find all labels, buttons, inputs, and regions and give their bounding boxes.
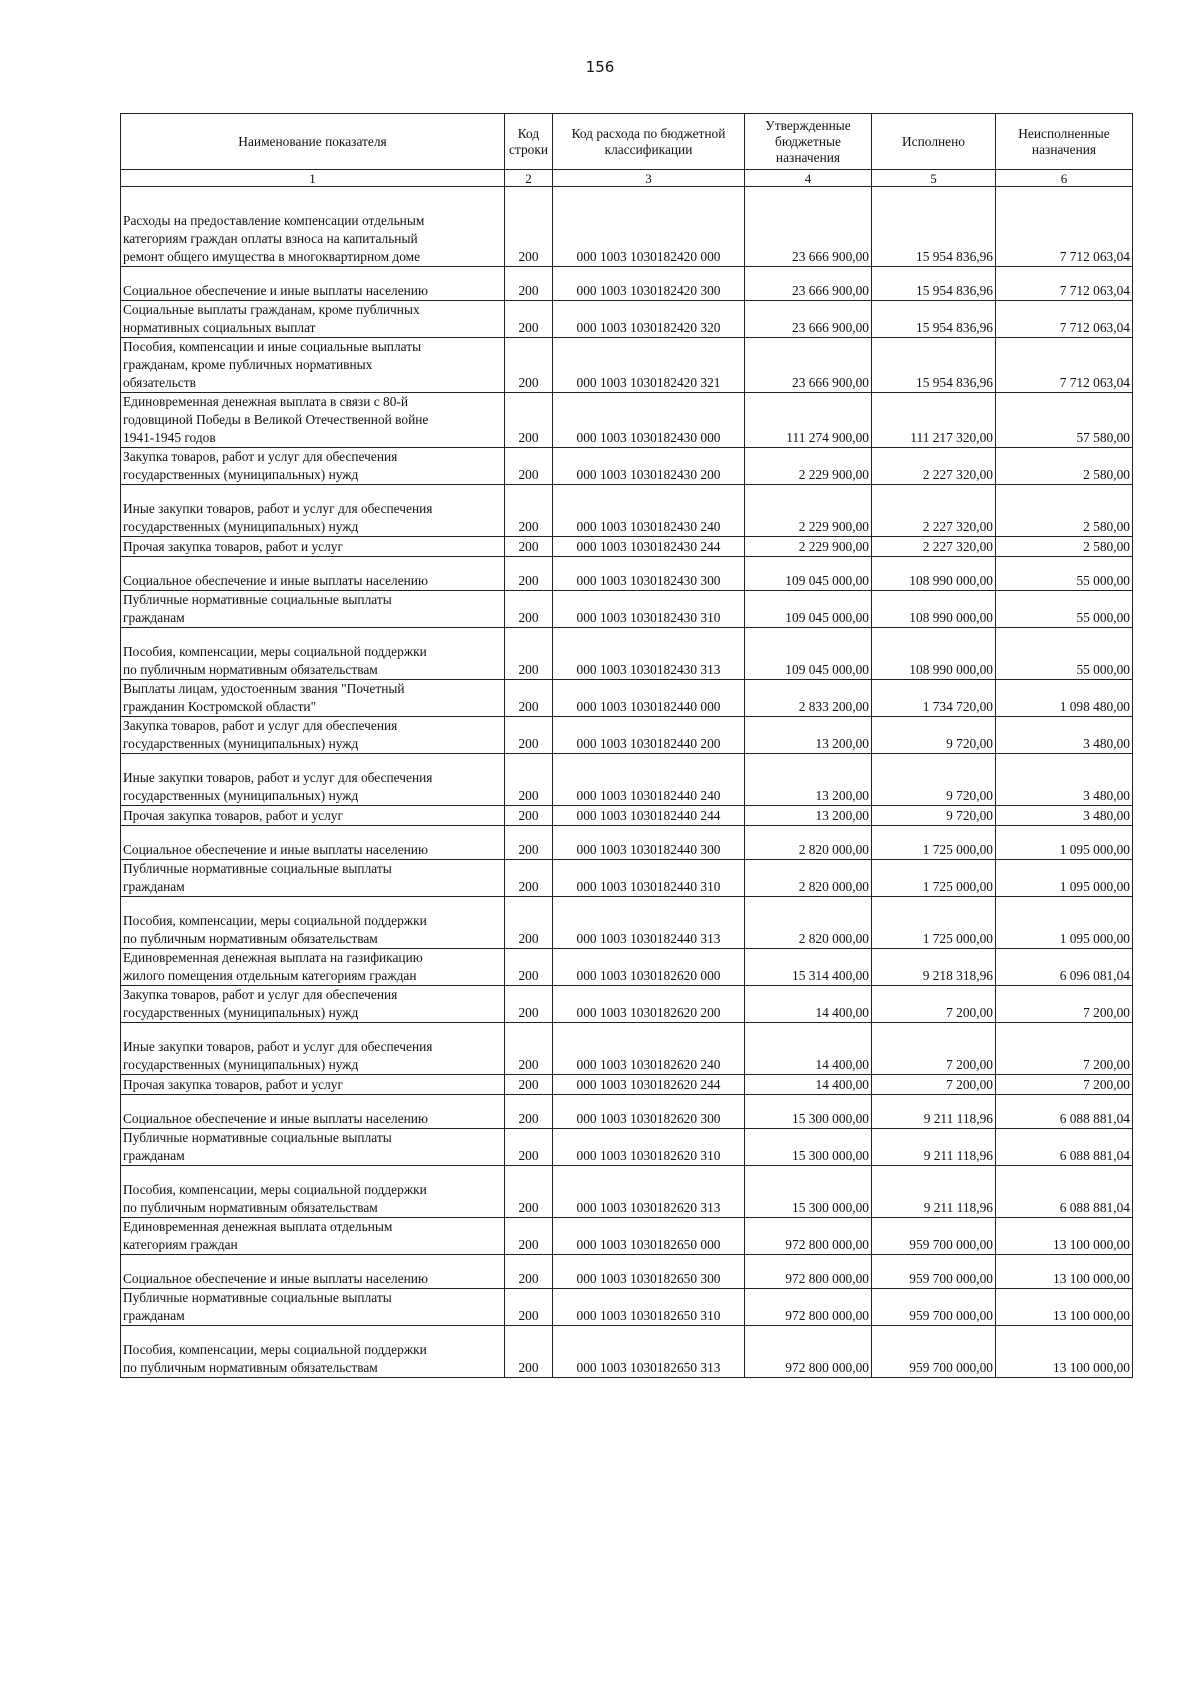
indicator-name-cell bbox=[121, 1075, 505, 1095]
row-code-cell: 200 bbox=[505, 1289, 553, 1326]
row-code-cell: 200 bbox=[505, 338, 553, 393]
unexecuted-amount-cell: 1 098 480,00 bbox=[996, 680, 1133, 717]
indicator-name-line: Пособия, компенсации, меры социальной поддержки bbox=[123, 1342, 427, 1357]
executed-amount-cell: 7 200,00 bbox=[872, 1075, 996, 1095]
classification-code-cell: 000 1003 1030182430 310 bbox=[553, 591, 745, 628]
classification-code-cell: 000 1003 1030182420 321 bbox=[553, 338, 745, 393]
classification-code-cell: 000 1003 1030182440 000 bbox=[553, 680, 745, 717]
budget-execution-table bbox=[120, 113, 1133, 1378]
header-indicator-name: Наименование показателя bbox=[121, 114, 505, 170]
table-row bbox=[121, 949, 1133, 986]
indicator-name-line: Социальные выплаты гражданам, кроме публичных bbox=[123, 302, 420, 317]
unexecuted-amount-cell: 2 580,00 bbox=[996, 448, 1133, 485]
approved-amount-cell: 15 300 000,00 bbox=[745, 1095, 872, 1129]
table-row bbox=[121, 1218, 1133, 1255]
indicator-name-cell bbox=[121, 860, 505, 897]
executed-amount-cell: 9 218 318,96 bbox=[872, 949, 996, 986]
indicator-name-cell bbox=[121, 1023, 505, 1075]
approved-amount-cell: 972 800 000,00 bbox=[745, 1289, 872, 1326]
approved-amount-cell: 14 400,00 bbox=[745, 1075, 872, 1095]
table-row bbox=[121, 1289, 1133, 1326]
classification-code-cell: 000 1003 1030182440 244 bbox=[553, 806, 745, 826]
unexecuted-amount-cell: 7 712 063,04 bbox=[996, 267, 1133, 301]
classification-code-cell: 000 1003 1030182440 313 bbox=[553, 897, 745, 949]
unexecuted-amount-cell: 7 200,00 bbox=[996, 986, 1133, 1023]
table-row bbox=[121, 680, 1133, 717]
row-code-cell: 200 bbox=[505, 187, 553, 267]
table-row bbox=[121, 754, 1133, 806]
classification-code-cell: 000 1003 1030182620 244 bbox=[553, 1075, 745, 1095]
classification-code-cell: 000 1003 1030182420 000 bbox=[553, 187, 745, 267]
approved-amount-cell: 13 200,00 bbox=[745, 717, 872, 754]
indicator-name-line: гражданам bbox=[123, 1148, 185, 1163]
unexecuted-amount-cell: 3 480,00 bbox=[996, 717, 1133, 754]
row-code-cell: 200 bbox=[505, 826, 553, 860]
table-row bbox=[121, 267, 1133, 301]
classification-code-cell: 000 1003 1030182440 300 bbox=[553, 826, 745, 860]
table-row bbox=[121, 1075, 1133, 1095]
indicator-name-line: Пособия, компенсации, меры социальной поддержки bbox=[123, 1182, 427, 1197]
approved-amount-cell: 23 666 900,00 bbox=[745, 187, 872, 267]
indicator-name-line: государственных (муниципальных) нужд bbox=[123, 1005, 359, 1020]
row-code-cell: 200 bbox=[505, 860, 553, 897]
indicator-name-line: государственных (муниципальных) нужд bbox=[123, 736, 359, 751]
row-code-cell: 200 bbox=[505, 591, 553, 628]
approved-amount-cell: 14 400,00 bbox=[745, 986, 872, 1023]
column-number-row bbox=[121, 170, 1133, 187]
unexecuted-amount-cell: 1 095 000,00 bbox=[996, 826, 1133, 860]
approved-amount-cell: 13 200,00 bbox=[745, 754, 872, 806]
indicator-name-cell bbox=[121, 338, 505, 393]
table-row bbox=[121, 806, 1133, 826]
executed-amount-cell: 2 227 320,00 bbox=[872, 537, 996, 557]
indicator-name-line: Социальное обеспечение и иные выплаты населению bbox=[123, 573, 428, 588]
row-code-cell: 200 bbox=[505, 717, 553, 754]
executed-amount-cell: 959 700 000,00 bbox=[872, 1218, 996, 1255]
approved-amount-cell: 23 666 900,00 bbox=[745, 267, 872, 301]
table-row bbox=[121, 591, 1133, 628]
indicator-name-line: Публичные нормативные социальные выплаты bbox=[123, 861, 392, 876]
classification-code-cell: 000 1003 1030182430 200 bbox=[553, 448, 745, 485]
indicator-name-line: Иные закупки товаров, работ и услуг для обеспечения bbox=[123, 770, 433, 785]
indicator-name-line: жилого помещения отдельным категориям граждан bbox=[123, 968, 417, 983]
executed-amount-cell: 108 990 000,00 bbox=[872, 628, 996, 680]
approved-amount-cell: 2 833 200,00 bbox=[745, 680, 872, 717]
approved-amount-cell: 15 300 000,00 bbox=[745, 1166, 872, 1218]
unexecuted-amount-cell: 6 088 881,04 bbox=[996, 1166, 1133, 1218]
indicator-name-line: Пособия, компенсации, меры социальной поддержки bbox=[123, 644, 427, 659]
approved-amount-cell: 972 800 000,00 bbox=[745, 1218, 872, 1255]
header-row-code: Код строки bbox=[505, 114, 553, 170]
classification-code-cell: 000 1003 1030182620 000 bbox=[553, 949, 745, 986]
row-code-cell: 200 bbox=[505, 1326, 553, 1378]
executed-amount-cell: 7 200,00 bbox=[872, 986, 996, 1023]
classification-code-cell: 000 1003 1030182430 240 bbox=[553, 485, 745, 537]
row-code-cell: 200 bbox=[505, 301, 553, 338]
executed-amount-cell: 1 725 000,00 bbox=[872, 826, 996, 860]
indicator-name-line: Социальное обеспечение и иные выплаты населению bbox=[123, 283, 428, 298]
approved-amount-cell: 15 314 400,00 bbox=[745, 949, 872, 986]
classification-code-cell: 000 1003 1030182620 240 bbox=[553, 1023, 745, 1075]
row-code-cell: 200 bbox=[505, 1218, 553, 1255]
unexecuted-amount-cell: 2 580,00 bbox=[996, 485, 1133, 537]
unexecuted-amount-cell: 6 088 881,04 bbox=[996, 1095, 1133, 1129]
indicator-name-line: гражданам bbox=[123, 610, 185, 625]
classification-code-cell: 000 1003 1030182650 000 bbox=[553, 1218, 745, 1255]
page-number: 156 bbox=[585, 58, 615, 76]
indicator-name-line: нормативных социальных выплат bbox=[123, 320, 316, 335]
executed-amount-cell: 111 217 320,00 bbox=[872, 393, 996, 448]
indicator-name-cell bbox=[121, 393, 505, 448]
column-number: 6 bbox=[996, 170, 1133, 187]
indicator-name-cell bbox=[121, 680, 505, 717]
classification-code-cell: 000 1003 1030182440 240 bbox=[553, 754, 745, 806]
indicator-name-line: категориям граждан bbox=[123, 1237, 238, 1252]
row-code-cell: 200 bbox=[505, 485, 553, 537]
unexecuted-amount-cell: 7 712 063,04 bbox=[996, 187, 1133, 267]
indicator-name-line: гражданам bbox=[123, 879, 185, 894]
indicator-name-line: Публичные нормативные социальные выплаты bbox=[123, 1290, 392, 1305]
executed-amount-cell: 9 720,00 bbox=[872, 806, 996, 826]
indicator-name-line: годовщиной Победы в Великой Отечественной войне bbox=[123, 412, 429, 427]
indicator-name-line: Прочая закупка товаров, работ и услуг bbox=[123, 1077, 343, 1092]
column-number: 5 bbox=[872, 170, 996, 187]
indicator-name-line: категориям граждан оплаты взноса на капитальный bbox=[123, 231, 418, 246]
executed-amount-cell: 1 734 720,00 bbox=[872, 680, 996, 717]
indicator-name-cell bbox=[121, 986, 505, 1023]
row-code-cell: 200 bbox=[505, 806, 553, 826]
row-code-cell: 200 bbox=[505, 680, 553, 717]
header-unexecuted: Неисполненные назначения bbox=[996, 114, 1133, 170]
table-row bbox=[121, 628, 1133, 680]
table-row bbox=[121, 537, 1133, 557]
classification-code-cell: 000 1003 1030182440 310 bbox=[553, 860, 745, 897]
table-row bbox=[121, 448, 1133, 485]
indicator-name-cell bbox=[121, 1326, 505, 1378]
executed-amount-cell: 7 200,00 bbox=[872, 1023, 996, 1075]
table-row bbox=[121, 485, 1133, 537]
table-row bbox=[121, 301, 1133, 338]
indicator-name-cell bbox=[121, 448, 505, 485]
indicator-name-cell bbox=[121, 537, 505, 557]
executed-amount-cell: 9 211 118,96 bbox=[872, 1166, 996, 1218]
approved-amount-cell: 15 300 000,00 bbox=[745, 1129, 872, 1166]
unexecuted-amount-cell: 13 100 000,00 bbox=[996, 1218, 1133, 1255]
row-code-cell: 200 bbox=[505, 628, 553, 680]
indicator-name-line: гражданам bbox=[123, 1308, 185, 1323]
unexecuted-amount-cell: 57 580,00 bbox=[996, 393, 1133, 448]
header-row bbox=[121, 114, 1133, 170]
indicator-name-line: Прочая закупка товаров, работ и услуг bbox=[123, 539, 343, 554]
indicator-name-line: 1941-1945 годов bbox=[123, 430, 216, 445]
indicator-name-line: государственных (муниципальных) нужд bbox=[123, 1057, 359, 1072]
indicator-name-line: Расходы на предоставление компенсации отдельным bbox=[123, 213, 425, 228]
approved-amount-cell: 972 800 000,00 bbox=[745, 1255, 872, 1289]
table-row bbox=[121, 1255, 1133, 1289]
indicator-name-cell bbox=[121, 754, 505, 806]
indicator-name-line: по публичным нормативным обязательствам bbox=[123, 1360, 378, 1375]
indicator-name-cell bbox=[121, 1129, 505, 1166]
table-row bbox=[121, 187, 1133, 267]
row-code-cell: 200 bbox=[505, 1166, 553, 1218]
column-number: 4 bbox=[745, 170, 872, 187]
indicator-name-cell bbox=[121, 485, 505, 537]
unexecuted-amount-cell: 7 200,00 bbox=[996, 1075, 1133, 1095]
unexecuted-amount-cell: 13 100 000,00 bbox=[996, 1289, 1133, 1326]
indicator-name-line: Выплаты лицам, удостоенным звания "Почетный bbox=[123, 681, 405, 696]
classification-code-cell: 000 1003 1030182650 310 bbox=[553, 1289, 745, 1326]
table-row bbox=[121, 860, 1133, 897]
indicator-name-line: Закупка товаров, работ и услуг для обеспечения bbox=[123, 449, 398, 464]
indicator-name-line: Социальное обеспечение и иные выплаты населению bbox=[123, 1271, 428, 1286]
row-code-cell: 200 bbox=[505, 267, 553, 301]
table-row bbox=[121, 986, 1133, 1023]
unexecuted-amount-cell: 6 096 081,04 bbox=[996, 949, 1133, 986]
indicator-name-line: Пособия, компенсации и иные социальные выплаты bbox=[123, 339, 422, 354]
header-executed: Исполнено bbox=[872, 114, 996, 170]
approved-amount-cell: 2 229 900,00 bbox=[745, 537, 872, 557]
row-code-cell: 200 bbox=[505, 393, 553, 448]
classification-code-cell: 000 1003 1030182430 244 bbox=[553, 537, 745, 557]
unexecuted-amount-cell: 7 712 063,04 bbox=[996, 301, 1133, 338]
indicator-name-line: Публичные нормативные социальные выплаты bbox=[123, 1130, 392, 1145]
classification-code-cell: 000 1003 1030182620 200 bbox=[553, 986, 745, 1023]
executed-amount-cell: 959 700 000,00 bbox=[872, 1289, 996, 1326]
column-number: 3 bbox=[553, 170, 745, 187]
indicator-name-line: ремонт общего имущества в многоквартирном доме bbox=[123, 249, 421, 264]
indicator-name-line: Закупка товаров, работ и услуг для обеспечения bbox=[123, 987, 398, 1002]
column-number: 2 bbox=[505, 170, 553, 187]
approved-amount-cell: 23 666 900,00 bbox=[745, 338, 872, 393]
indicator-name-cell bbox=[121, 1095, 505, 1129]
row-code-cell: 200 bbox=[505, 1023, 553, 1075]
approved-amount-cell: 2 820 000,00 bbox=[745, 860, 872, 897]
indicator-name-line: обязательств bbox=[123, 375, 196, 390]
row-code-cell: 200 bbox=[505, 1129, 553, 1166]
indicator-name-line: по публичным нормативным обязательствам bbox=[123, 662, 378, 677]
unexecuted-amount-cell: 7 200,00 bbox=[996, 1023, 1133, 1075]
unexecuted-amount-cell: 13 100 000,00 bbox=[996, 1326, 1133, 1378]
row-code-cell: 200 bbox=[505, 1095, 553, 1129]
executed-amount-cell: 15 954 836,96 bbox=[872, 187, 996, 267]
unexecuted-amount-cell: 1 095 000,00 bbox=[996, 860, 1133, 897]
row-code-cell: 200 bbox=[505, 448, 553, 485]
row-code-cell: 200 bbox=[505, 1255, 553, 1289]
unexecuted-amount-cell: 13 100 000,00 bbox=[996, 1255, 1133, 1289]
unexecuted-amount-cell: 3 480,00 bbox=[996, 754, 1133, 806]
indicator-name-cell bbox=[121, 1166, 505, 1218]
indicator-name-line: Социальное обеспечение и иные выплаты населению bbox=[123, 842, 428, 857]
approved-amount-cell: 109 045 000,00 bbox=[745, 591, 872, 628]
classification-code-cell: 000 1003 1030182440 200 bbox=[553, 717, 745, 754]
indicator-name-line: Публичные нормативные социальные выплаты bbox=[123, 592, 392, 607]
executed-amount-cell: 108 990 000,00 bbox=[872, 591, 996, 628]
indicator-name-cell bbox=[121, 949, 505, 986]
classification-code-cell: 000 1003 1030182650 313 bbox=[553, 1326, 745, 1378]
approved-amount-cell: 111 274 900,00 bbox=[745, 393, 872, 448]
indicator-name-line: Пособия, компенсации, меры социальной поддержки bbox=[123, 913, 427, 928]
unexecuted-amount-cell: 55 000,00 bbox=[996, 591, 1133, 628]
approved-amount-cell: 13 200,00 bbox=[745, 806, 872, 826]
row-code-cell: 200 bbox=[505, 949, 553, 986]
row-code-cell: 200 bbox=[505, 557, 553, 591]
row-code-cell: 200 bbox=[505, 1075, 553, 1095]
executed-amount-cell: 9 211 118,96 bbox=[872, 1129, 996, 1166]
indicator-name-cell bbox=[121, 1289, 505, 1326]
indicator-name-cell bbox=[121, 1255, 505, 1289]
table-body bbox=[121, 187, 1133, 1378]
indicator-name-line: гражданам, кроме публичных нормативных bbox=[123, 357, 373, 372]
indicator-name-line: по публичным нормативным обязательствам bbox=[123, 931, 378, 946]
executed-amount-cell: 959 700 000,00 bbox=[872, 1255, 996, 1289]
executed-amount-cell: 1 725 000,00 bbox=[872, 860, 996, 897]
indicator-name-cell bbox=[121, 1218, 505, 1255]
indicator-name-line: государственных (муниципальных) нужд bbox=[123, 788, 359, 803]
indicator-name-cell bbox=[121, 591, 505, 628]
approved-amount-cell: 2 229 900,00 bbox=[745, 448, 872, 485]
table-row bbox=[121, 1166, 1133, 1218]
executed-amount-cell: 108 990 000,00 bbox=[872, 557, 996, 591]
indicator-name-line: Иные закупки товаров, работ и услуг для обеспечения bbox=[123, 1039, 433, 1054]
indicator-name-cell bbox=[121, 267, 505, 301]
classification-code-cell: 000 1003 1030182650 300 bbox=[553, 1255, 745, 1289]
table-row bbox=[121, 897, 1133, 949]
indicator-name-cell bbox=[121, 187, 505, 267]
table-row bbox=[121, 393, 1133, 448]
table-row bbox=[121, 338, 1133, 393]
indicator-name-cell bbox=[121, 628, 505, 680]
approved-amount-cell: 109 045 000,00 bbox=[745, 557, 872, 591]
indicator-name-line: Единовременная денежная выплата отдельным bbox=[123, 1219, 393, 1234]
classification-code-cell: 000 1003 1030182430 000 bbox=[553, 393, 745, 448]
unexecuted-amount-cell: 6 088 881,04 bbox=[996, 1129, 1133, 1166]
table-row bbox=[121, 826, 1133, 860]
classification-code-cell: 000 1003 1030182420 320 bbox=[553, 301, 745, 338]
approved-amount-cell: 23 666 900,00 bbox=[745, 301, 872, 338]
unexecuted-amount-cell: 3 480,00 bbox=[996, 806, 1133, 826]
row-code-cell: 200 bbox=[505, 537, 553, 557]
unexecuted-amount-cell: 7 712 063,04 bbox=[996, 338, 1133, 393]
table-row bbox=[121, 557, 1133, 591]
executed-amount-cell: 959 700 000,00 bbox=[872, 1326, 996, 1378]
classification-code-cell: 000 1003 1030182620 313 bbox=[553, 1166, 745, 1218]
classification-code-cell: 000 1003 1030182430 313 bbox=[553, 628, 745, 680]
classification-code-cell: 000 1003 1030182430 300 bbox=[553, 557, 745, 591]
approved-amount-cell: 14 400,00 bbox=[745, 1023, 872, 1075]
unexecuted-amount-cell: 55 000,00 bbox=[996, 628, 1133, 680]
indicator-name-line: гражданин Костромской области" bbox=[123, 699, 317, 714]
indicator-name-cell bbox=[121, 557, 505, 591]
executed-amount-cell: 9 720,00 bbox=[872, 717, 996, 754]
executed-amount-cell: 2 227 320,00 bbox=[872, 448, 996, 485]
indicator-name-line: Прочая закупка товаров, работ и услуг bbox=[123, 808, 343, 823]
classification-code-cell: 000 1003 1030182620 310 bbox=[553, 1129, 745, 1166]
indicator-name-line: Единовременная денежная выплата на газификацию bbox=[123, 950, 423, 965]
indicator-name-line: по публичным нормативным обязательствам bbox=[123, 1200, 378, 1215]
column-number: 1 bbox=[121, 170, 505, 187]
executed-amount-cell: 15 954 836,96 bbox=[872, 267, 996, 301]
indicator-name-line: государственных (муниципальных) нужд bbox=[123, 519, 359, 534]
executed-amount-cell: 15 954 836,96 bbox=[872, 338, 996, 393]
executed-amount-cell: 15 954 836,96 bbox=[872, 301, 996, 338]
classification-code-cell: 000 1003 1030182420 300 bbox=[553, 267, 745, 301]
unexecuted-amount-cell: 2 580,00 bbox=[996, 537, 1133, 557]
indicator-name-line: Иные закупки товаров, работ и услуг для обеспечения bbox=[123, 501, 433, 516]
unexecuted-amount-cell: 1 095 000,00 bbox=[996, 897, 1133, 949]
indicator-name-line: Социальное обеспечение и иные выплаты населению bbox=[123, 1111, 428, 1126]
executed-amount-cell: 9 720,00 bbox=[872, 754, 996, 806]
approved-amount-cell: 972 800 000,00 bbox=[745, 1326, 872, 1378]
row-code-cell: 200 bbox=[505, 754, 553, 806]
approved-amount-cell: 109 045 000,00 bbox=[745, 628, 872, 680]
table-row bbox=[121, 1129, 1133, 1166]
executed-amount-cell: 9 211 118,96 bbox=[872, 1095, 996, 1129]
indicator-name-cell bbox=[121, 717, 505, 754]
approved-amount-cell: 2 229 900,00 bbox=[745, 485, 872, 537]
executed-amount-cell: 2 227 320,00 bbox=[872, 485, 996, 537]
row-code-cell: 200 bbox=[505, 986, 553, 1023]
indicator-name-line: Закупка товаров, работ и услуг для обеспечения bbox=[123, 718, 398, 733]
indicator-name-line: государственных (муниципальных) нужд bbox=[123, 467, 359, 482]
row-code-cell: 200 bbox=[505, 897, 553, 949]
indicator-name-line: Единовременная денежная выплата в связи с 80-й bbox=[123, 394, 409, 409]
table-row bbox=[121, 1326, 1133, 1378]
indicator-name-cell bbox=[121, 301, 505, 338]
approved-amount-cell: 2 820 000,00 bbox=[745, 897, 872, 949]
indicator-name-cell bbox=[121, 897, 505, 949]
indicator-name-cell bbox=[121, 806, 505, 826]
unexecuted-amount-cell: 55 000,00 bbox=[996, 557, 1133, 591]
header-budget-classification: Код расхода по бюджетной классификации bbox=[553, 114, 745, 170]
table-row bbox=[121, 717, 1133, 754]
indicator-name-cell bbox=[121, 826, 505, 860]
executed-amount-cell: 1 725 000,00 bbox=[872, 897, 996, 949]
classification-code-cell: 000 1003 1030182620 300 bbox=[553, 1095, 745, 1129]
table-row bbox=[121, 1023, 1133, 1075]
approved-amount-cell: 2 820 000,00 bbox=[745, 826, 872, 860]
table-row bbox=[121, 1095, 1133, 1129]
header-approved: Утвержденные бюджетные назначения bbox=[745, 114, 872, 170]
